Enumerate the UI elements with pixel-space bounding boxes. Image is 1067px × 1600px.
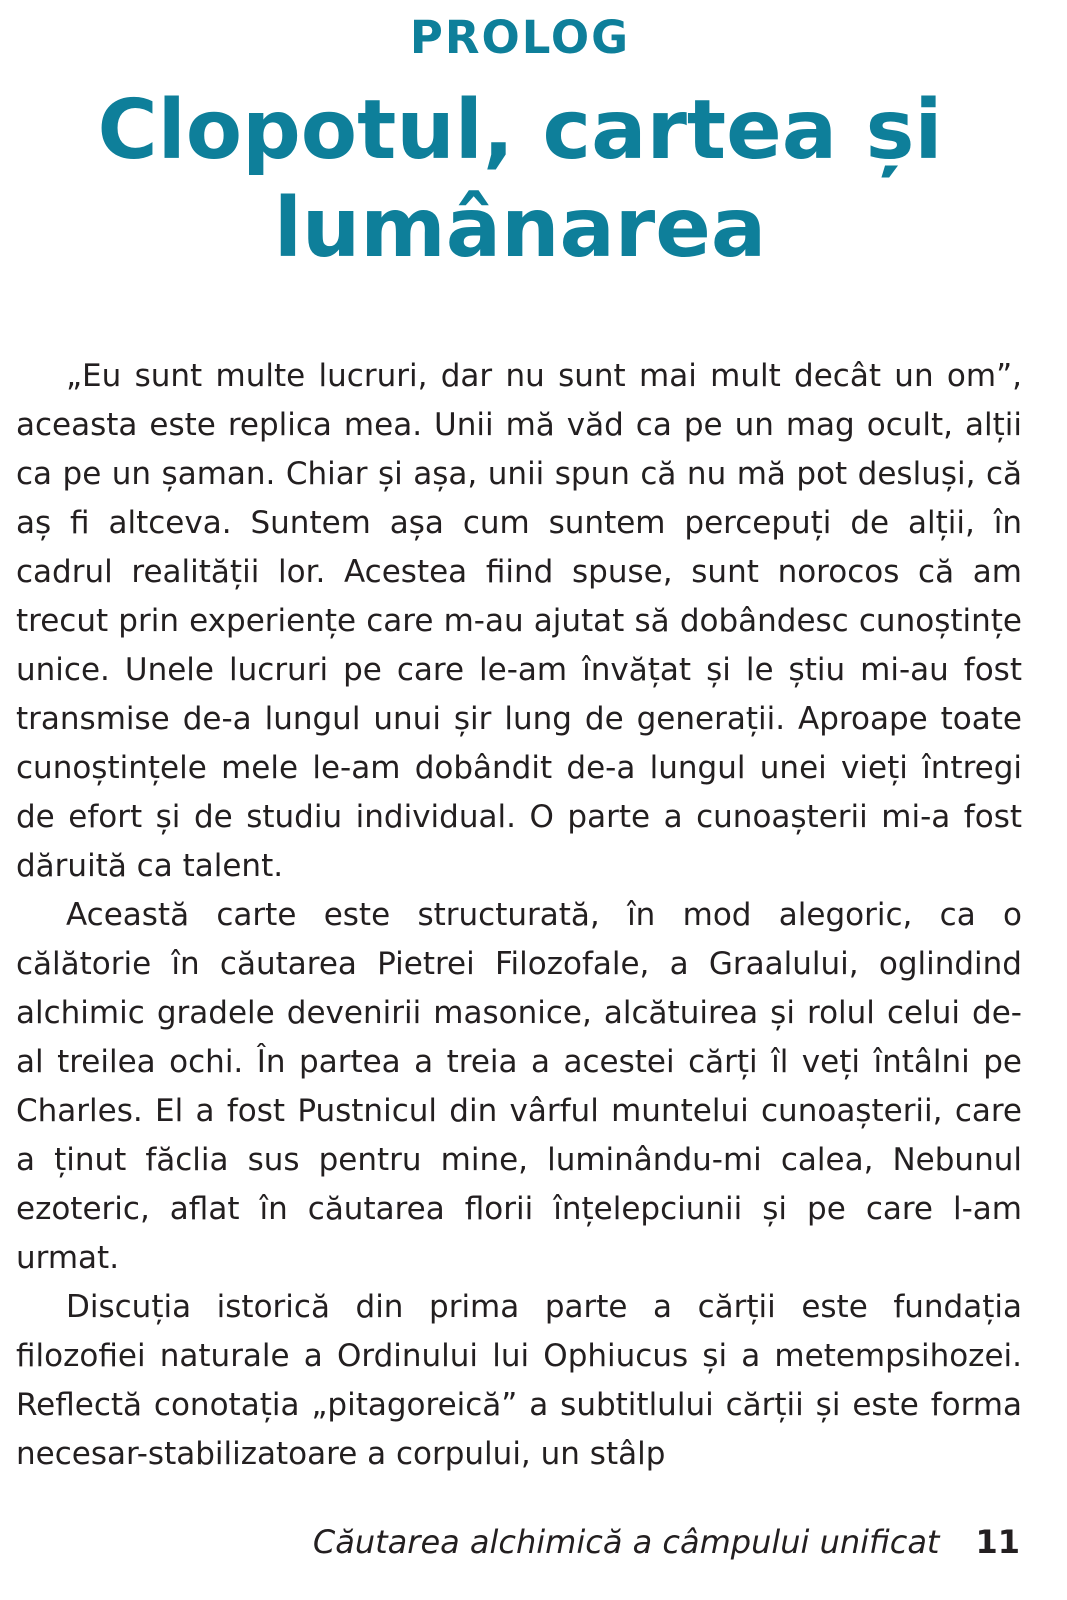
chapter-title: Clopotul, cartea și lumânarea [97, 83, 943, 276]
page-footer [0, 1518, 1020, 1566]
paragraph: „Eu sunt multe lucruri, dar nu sunt mai mult decât un om”, aceasta este replica mea. Unii mă văd ca pe un mag ocult, alții ca pe un șaman. Chiar și așa, unii spun că nu mă pot desluși, că aș fi altceva. Suntem așa cum suntem percepuți de alții, în cadrul realității lor. Acestea fiind spuse, sunt norocos că am trecut prin experiențe care m-au ajutat să dobândesc cunoștințe unice. Unele lucruri pe care le-am învățat și le știu mi-au fost transmise de-a lungul unui șir lung de generații. Aproape toate cunoștințele mele le-am dobândit de-a lungul unei vieți întregi de efort și de studiu individual. O parte a cunoașterii mi-a fost dăruită ca talent. [16, 358, 1022, 884]
paragraph: Această carte este structurată, în mod alegoric, ca o călătorie în căutarea Pietrei Filozofale, a Graalului, oglindind alchimic gradele devenirii masonice, alcătuirea și rolul celui de-al treilea ochi. În partea a treia a acestei cărți îl veți întâlni pe Charles. El a fost Pustnicul din vârful muntelui cunoașterii, care a ținut făclia sus pentru mine, luminându-mi calea, Nebunul ezoteric, aflat în căutarea florii înțelepciunii și pe care l-am urmat. [16, 897, 1022, 1276]
chapter-kicker: PROLOG [409, 11, 631, 64]
running-title: Căutarea alchimică a câmpului unificat [312, 1523, 940, 1561]
page-number: 11 [975, 1523, 1020, 1561]
paragraph: Discuția istorică din prima parte a cărții este fundația filozofiei naturale a Ordinului lui Ophiucus și a metempsihozei. Reflectă conotația „pitagoreică” a subtitlului cărții și este forma necesar-stabilizatoare a corpului, un stâlp [16, 1289, 1022, 1472]
body-text [16, 352, 1022, 1479]
